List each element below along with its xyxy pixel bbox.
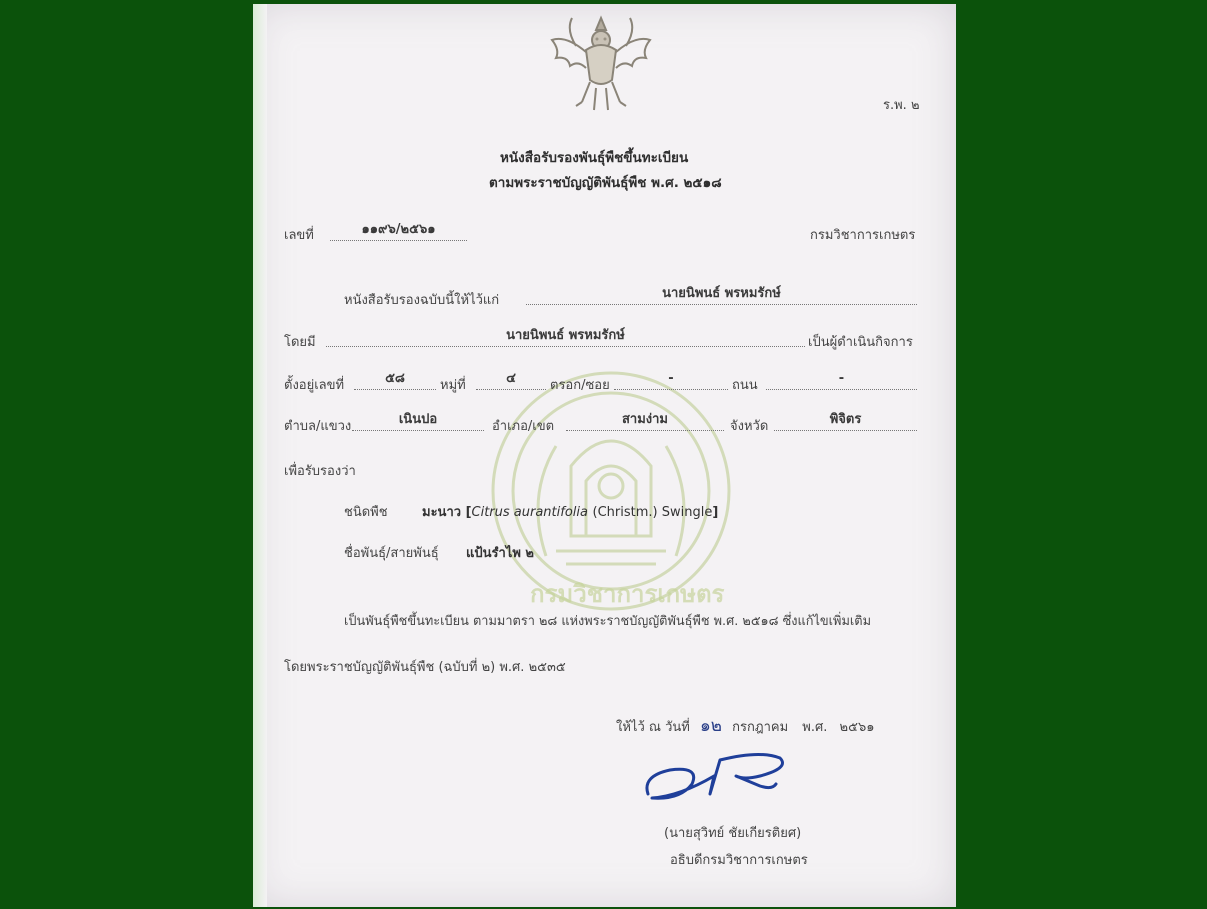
- document-subtitle: ตามพระราชบัญญัติพันธุ์พืช พ.ศ. ๒๕๑๘: [489, 175, 722, 191]
- given-prefix: ให้ไว้ ณ วันที่: [616, 720, 690, 735]
- given-year: ๒๕๖๑: [839, 720, 875, 735]
- province-value: พิจิตร: [774, 412, 917, 431]
- variety-value: แป้นรำไพ ๒: [466, 546, 535, 561]
- plant-scientific-name: Citrus aurantifolia: [471, 505, 588, 520]
- statement-line2: โดยพระราชบัญญัติพันธุ์พืช (ฉบับที่ ๒) พ.ศ. ๒๕๓๕: [284, 660, 566, 675]
- variety-label: ชื่อพันธุ์/สายพันธุ์: [344, 546, 439, 561]
- issued-to-label: หนังสือรับรองฉบับนี้ให้ไว้แก่: [344, 293, 500, 308]
- province-label: จังหวัด: [730, 419, 769, 434]
- plant-type-label: ชนิดพืช: [344, 505, 388, 520]
- operator-value: นายนิพนธ์ พรหมรักษ์: [326, 328, 805, 347]
- road-label: ถนน: [732, 378, 758, 393]
- garuda-emblem-icon: [546, 10, 656, 120]
- form-code: ร.พ. ๒: [883, 98, 920, 113]
- district-label: อำเภอ/เขต: [492, 419, 555, 434]
- house-number-label: ตั้งอยู่เลขที่: [284, 378, 345, 393]
- subdistrict-value: เนินปอ: [352, 412, 484, 431]
- operator-label: โดยมี: [284, 335, 316, 350]
- signature-image: [640, 746, 790, 806]
- alley-value: -: [614, 371, 728, 390]
- plant-author: (Christm.) Swingle: [592, 505, 713, 520]
- given-date: [616, 712, 874, 739]
- given-year-label: พ.ศ.: [802, 720, 828, 735]
- given-day: ๑๒: [699, 716, 722, 736]
- signatory-name: (นายสุวิทย์ ชัยเกียรติยศ): [664, 826, 802, 841]
- road-value: -: [766, 371, 917, 390]
- certificate-paper: [253, 4, 956, 907]
- number-value: ๑๑๙๖/๒๕๖๑: [330, 222, 467, 241]
- plant-thai-name: มะนาว: [422, 505, 462, 520]
- certify-label: เพื่อรับรองว่า: [284, 464, 356, 479]
- moo-label: หมู่ที่: [440, 378, 466, 393]
- operator-suffix: เป็นผู้ดำเนินกิจการ: [808, 335, 913, 350]
- statement-line1: เป็นพันธุ์พืชขึ้นทะเบียน ตามมาตรา ๒๘ แห่งพระราชบัญญัติพันธุ์พืช พ.ศ. ๒๕๑๘ ซึ่งแก้ไขเพิ่มเติม: [344, 614, 872, 629]
- subdistrict-label: ตำบล/แขวง: [284, 419, 352, 434]
- seal-text: กรมวิชาการเกษตร: [530, 580, 725, 608]
- department-name: กรมวิชาการเกษตร: [810, 228, 916, 243]
- number-label: เลขที่: [284, 228, 314, 243]
- moo-value: ๔: [476, 371, 546, 390]
- issued-to-value: นายนิพนธ์ พรหมรักษ์: [526, 286, 917, 305]
- given-month: กรกฎาคม: [732, 720, 789, 735]
- signatory-title: อธิบดีกรมวิชาการเกษตร: [670, 853, 808, 868]
- house-number-value: ๕๘: [354, 371, 436, 390]
- plant-type-value: มะนาว [Citrus aurantifolia (Christm.) Swingle]: [422, 505, 719, 520]
- alley-label: ตรอก/ซอย: [550, 378, 610, 393]
- district-value: สามง่าม: [566, 412, 724, 431]
- document-title: หนังสือรับรองพันธุ์พืชขึ้นทะเบียน: [500, 150, 689, 166]
